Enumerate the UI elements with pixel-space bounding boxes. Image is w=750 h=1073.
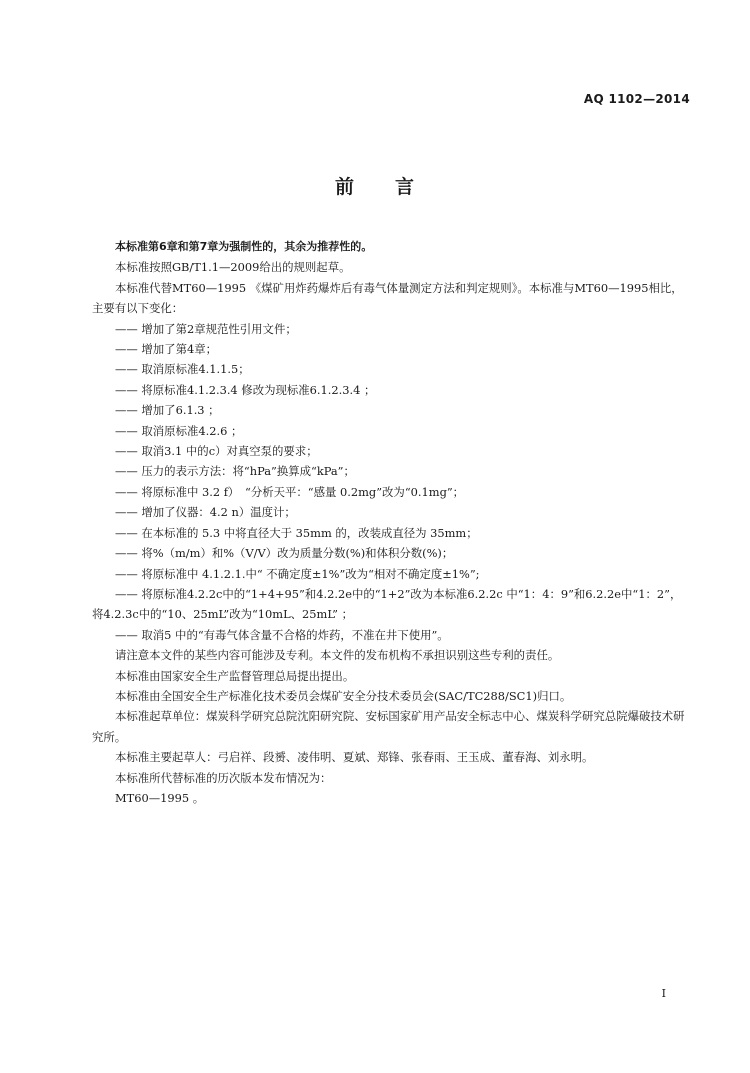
paragraph: 本标准由国家安全生产监督管理总局提出提出。 — [115, 668, 355, 683]
list-item: —— 在本标准的 5.3 中将直径大于 35mm 的，改装成直径为 35mm； — [115, 525, 478, 540]
paragraph: 本标准主要起草人：弓启祥、段赟、凌伟明、夏斌、郑锋、张春雨、王玉成、董春海、刘永明。 — [115, 750, 594, 765]
paragraph: 请注意本文件的某些内容可能涉及专利。本文件的发布机构不承担识别这些专利的责任。 — [115, 648, 560, 663]
standard-code: AQ 1102—2014 — [583, 92, 690, 106]
list-item: —— 取消原标准4.1.1.5； — [115, 362, 250, 377]
foreword-body — [92, 237, 692, 808]
paragraph: 本标准所代替标准的历次版本发布情况为： — [115, 770, 332, 785]
paragraph: 本标准按照GB/T1.1—2009给出的规则起草。 — [115, 260, 351, 275]
list-item: —— 将原标准中 3.2 f） “分析天平：“感量 0.2mg”改为“0.1mg”； — [115, 484, 465, 499]
list-item: —— 将%（m/m）和%（V/V）改为质量分数(%)和体积分数(%)； — [115, 546, 454, 561]
paragraph: 本标准第6章和第7章为强制性的，其余为推荐性的。 — [115, 240, 373, 253]
list-item: —— 增加了第4章； — [115, 342, 217, 357]
list-item: —— 将原标准4.2.2c中的“1+4+95”和4.2.2e中的“1+2”改为本标准6.2.2c 中“1：4：9”和6.2.2e中“1：2”，将4.2.3c中的“10、25mL”改为“10mL、25mL” ； — [92, 586, 682, 622]
list-item: —— 取消3.1 中的c）对真空泵的要求； — [115, 444, 318, 459]
list-item: —— 取消原标准4.2.6 ； — [115, 423, 243, 438]
page-title: 前 言 — [334, 176, 415, 198]
list-item: —— 增加了6.1.3 ； — [115, 403, 220, 418]
paragraph: 本标准起草单位：煤炭科学研究总院沈阳研究院、安标国家矿用产品安全标志中心、煤炭科学研究总院爆破技术研究所。 — [92, 709, 685, 744]
list-item: —— 增加了仪器：4.2 n）温度计； — [115, 505, 296, 520]
list-item: —— 压力的表示方法：将“hPa”换算成“kPa”； — [115, 464, 355, 479]
paragraph: 本标准由全国安全生产标准化技术委员会煤矿安全分技术委员会(SAC/TC288/SC1)归口。 — [115, 688, 572, 703]
list-item: —— 增加了第2章规范性引用文件； — [115, 321, 297, 336]
page-number: I — [661, 987, 666, 1000]
list-item: —— 将原标准中 4.1.2.1.中“ 不确定度±1%”改为“相对不确定度±1%”; — [115, 566, 480, 581]
list-item: —— 将原标准4.1.2.3.4 修改为现标准6.1.2.3.4 ； — [115, 382, 376, 397]
list-item: —— 取消5 中的“有毒气体含量不合格的炸药，不准在井下使用”。 — [115, 627, 449, 642]
paragraph: MT60—1995 。 — [115, 790, 205, 805]
paragraph: 本标准代替MT60—1995 《煤矿用炸药爆炸后有毒气体量测定方法和判定规则》。本标准与MT60—1995相比，主要有以下变化： — [92, 280, 683, 316]
